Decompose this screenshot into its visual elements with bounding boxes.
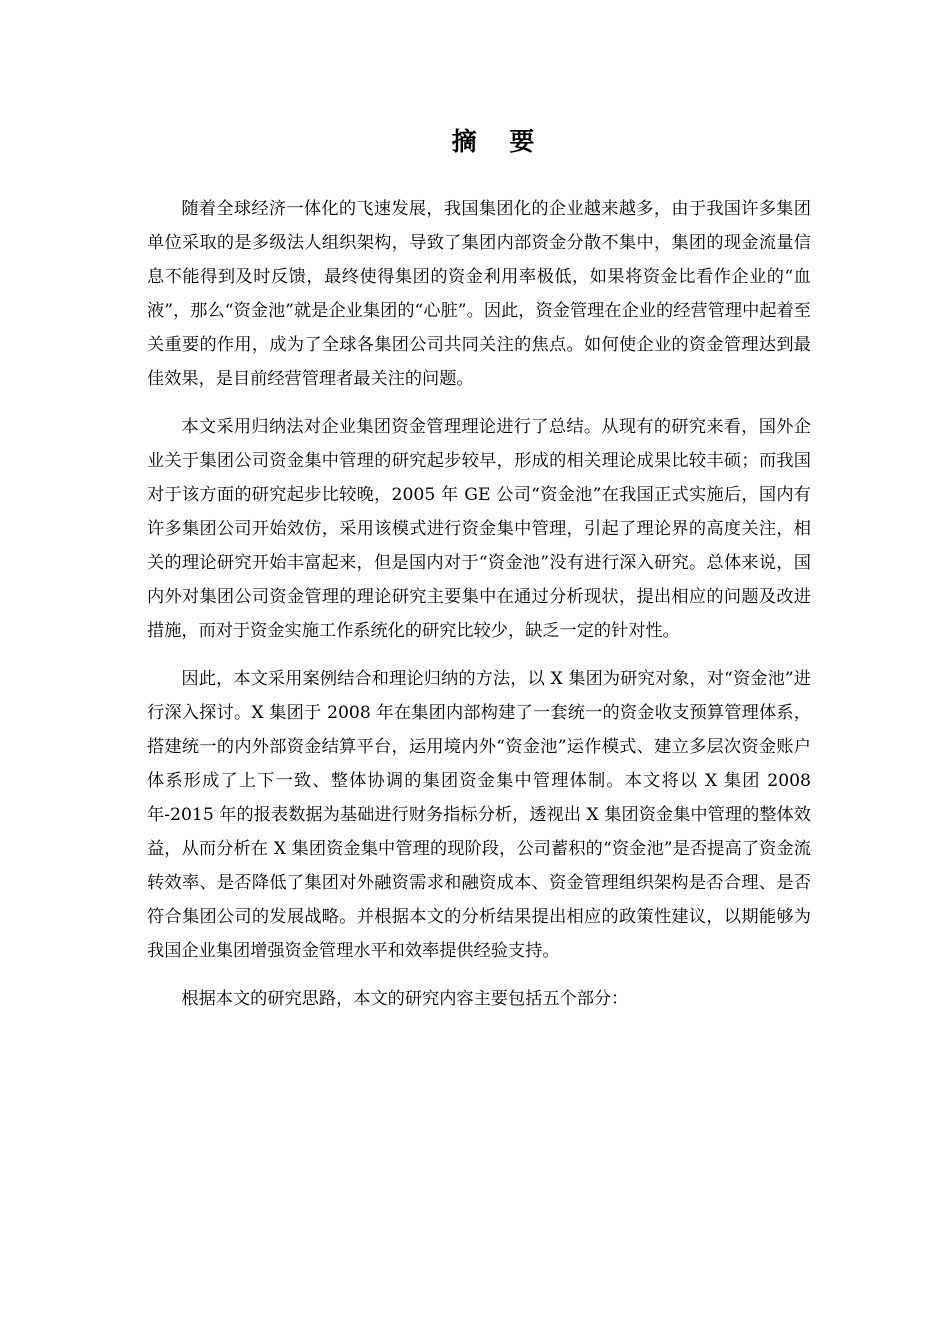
paragraph-3: 因此，本文采用案例结合和理论归纳的方法，以 X 集团为研究对象，对“资金池”进行深入探讨。X 集团于 2008 年在集团内部构建了一套统一的资金收支预算管理体系，搭建统一的内外部资金结算平台，运用境内外“资金池”运作模式、建立多层次资金账户体系形成了上下一致、整体协调的集团资金集中管理体制。本文将以 X 集团 2008 年-2015 年的报表数据为基础进行财务指标分析，透视出 X 集团资金集中管理的整体效益，从而分析在 X 集团资金集中管理的现阶段，公司蓄积的“资金池”是否提高了资金流转效率、是否降低了集团对外融资需求和融资成本、资金管理组织架构是否合理、是否符合集团公司的发展战略。并根据本文的分析结果提出相应的政策性建议，以期能够为我国企业集团增强资金管理水平和效率提供经验支持。 xyxy=(147,669,811,961)
paragraph-1: 随着全球经济一体化的飞速发展，我国集团化的企业越来越多，由于我国许多集团单位采取的是多级法人组织架构，导致了集团内部资金分散不集中，集团的现金流量信息不能得到及时反馈，最终使得集团的资金利用率极低，如果将资金比看作企业的“血液”，那么“资金池”就是企业集团的“心脏”。因此，资金管理在企业的经营管理中起着至关重要的作用，成为了全球各集团公司共同关注的焦点。如何使企业的资金管理达到最佳效果，是目前经营管理者最关注的问题。 xyxy=(147,199,811,389)
page-title: 摘 要 xyxy=(451,127,547,156)
paragraph-4: 根据本文的研究思路，本文的研究内容主要包括五个部分： xyxy=(181,989,629,1009)
abstract-body xyxy=(147,192,811,1030)
paragraph-2: 本文采用归纳法对企业集团资金管理理论进行了总结。从现有的研究来看，国外企业关于集团公司资金集中管理的研究起步较早，形成的相关理论成果比较丰硕；而我国对于该方面的研究起步比较晚，2005 年 GE 公司“资金池”在我国正式实施后，国内有许多集团公司开始效仿，采用该模式进行资金集中管理，引起了理论界的高度关注，相关的理论研究开始丰富起来，但是国内对于“资金池”没有进行深入研究。总体来说，国内外对集团公司资金管理的理论研究主要集中在通过分析现状，提出相应的问题及改进措施，而对于资金实施工作系统化的研究比较少，缺乏一定的针对性。 xyxy=(147,417,811,641)
